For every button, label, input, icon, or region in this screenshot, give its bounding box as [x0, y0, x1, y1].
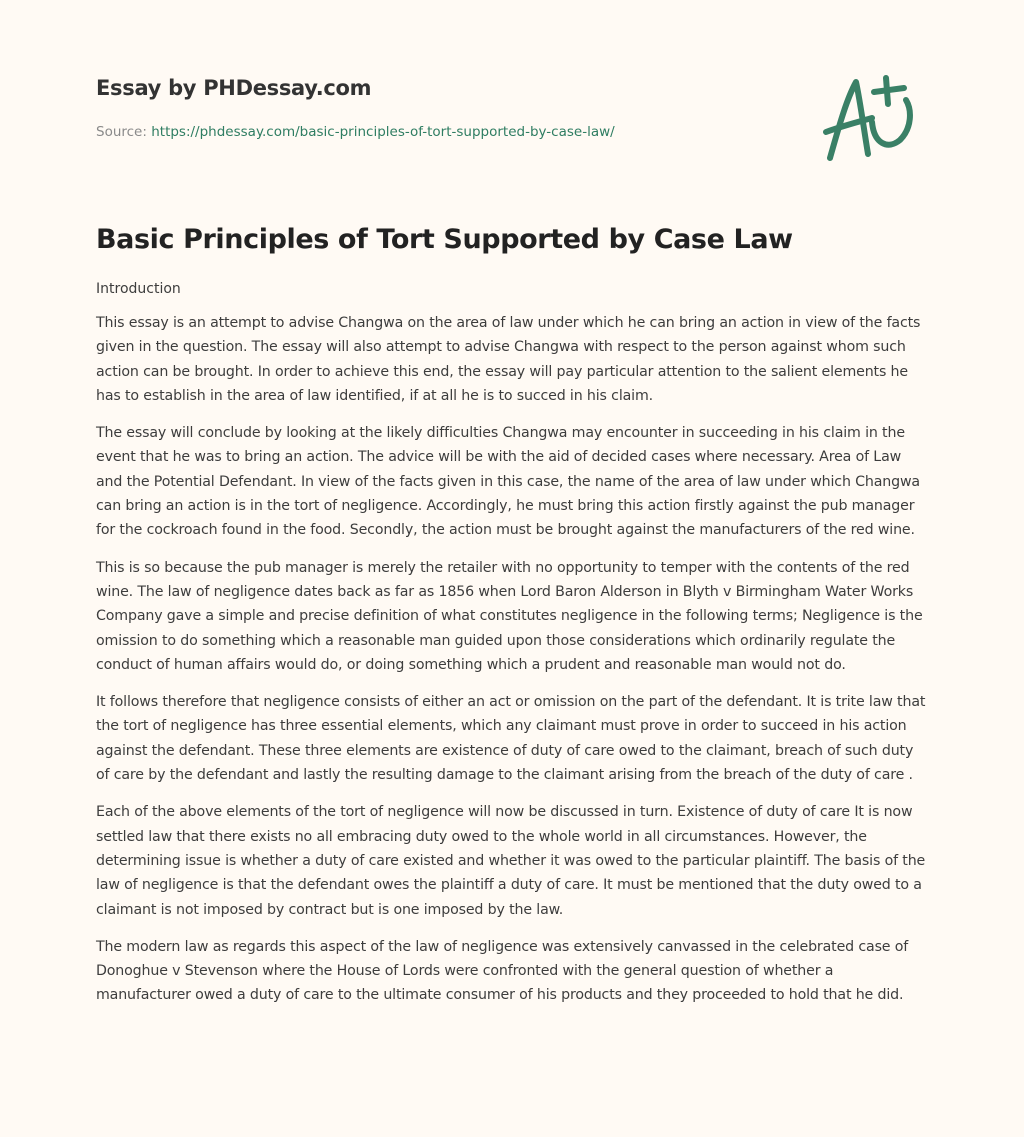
a-plus-grade-icon — [820, 70, 930, 166]
article — [96, 224, 928, 1021]
page-header — [96, 76, 615, 140]
source-line — [96, 124, 615, 140]
paragraph: The modern law as regards this aspect of the law of negligence was extensively canvassed in the celebrated case of Donoghue v Stevenson where the House of Lords were confronted with the general question of whether a manufacturer owed a duty of care to the ultimate consumer of his products and they proceeded to hold that he did. — [96, 938, 909, 1004]
source-label: Source: — [96, 124, 147, 140]
site-title: Essay by PHDessay.com — [96, 76, 372, 100]
paragraph: This essay is an attempt to advise Changwa on the area of law under which he can bring an action in view of the facts given in the question. The essay will also attempt to advise Changwa with respect to the person against whom such action can be brought. In order to achieve this end, the essay will pay particular attention to the salient elements he has to establish in the area of law identified, if at all he is to succed in his claim. — [96, 315, 921, 404]
paragraph: This is so because the pub manager is merely the retailer with no opportunity to temper with the contents of the red wine. The law of negligence dates back as far as 1856 when Lord Baron Alderson in Blyth v Birmingham Water Works Company gave a simple and precise definition of what constitutes negligence in the following terms; Negligence is the omission to do something which a reasonable man guided upon those considerations which ordinarily regulate the conduct of human affairs would do, or doing something which a prudent and reasonable man would not do. — [96, 559, 923, 673]
article-title: Basic Principles of Tort Supported by Case Law — [96, 224, 793, 255]
source-link[interactable]: https://phdessay.com/basic-principles-of-tort-supported-by-case-law/ — [151, 124, 615, 140]
paragraph: The essay will conclude by looking at the likely difficulties Changwa may encounter in succeeding in his claim in the event that he was to bring an action. The advice will be with the aid of decided cases where necessary. Area of Law and the Potential Defendant. In view of the facts given in this case, the name of the area of law under which Changwa can bring an action is in the tort of negligence. Accordingly, he must bring this action firstly against the pub manager for the cockroach found in the food. Secondly, the action must be brought against the manufacturers of the red wine. — [96, 425, 920, 539]
paragraph: Each of the above elements of the tort of negligence will now be discussed in turn. Existence of duty of care It is now settled law that there exists no all embracing duty owed to the whole world in all circumstances. However, the determining issue is whether a duty of care existed and whether it was owed to the particular plaintiff. The basis of the law of negligence is that the defendant owes the plaintiff a duty of care. It must be mentioned that the duty owed to a claimant is not imposed by contract but is one imposed by the law. — [96, 804, 926, 918]
section-label: Introduction — [96, 281, 181, 297]
paragraph: It follows therefore that negligence consists of either an act or omission on the part of the defendant. It is trite law that the tort of negligence has three essential elements, which any claimant must prove in order to succeed in his action against the defendant. These three elements are existence of duty of care owed to the claimant, breach of such duty of care by the defendant and lastly the resulting damage to the claimant arising from the breach of the duty of care . — [96, 694, 926, 784]
